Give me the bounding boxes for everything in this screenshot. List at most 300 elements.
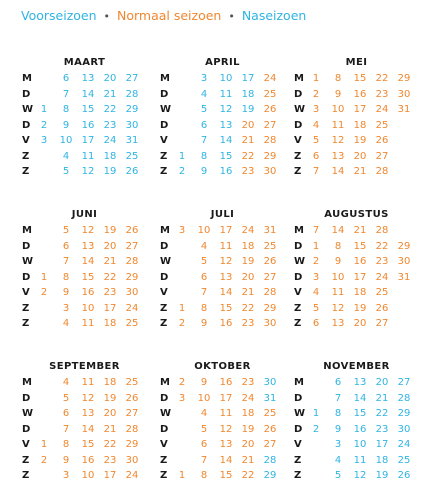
calendar-date: 9 (62, 454, 70, 466)
weekday-row (22, 439, 147, 453)
calendar-date: 29 (125, 271, 139, 283)
month-title: OKTOBER (194, 361, 251, 372)
calendar-date: 28 (375, 166, 389, 177)
calendar-date: 27 (375, 318, 389, 329)
calendar-date: 16 (219, 166, 233, 177)
calendar-date: 29 (263, 302, 277, 314)
calendar-date: 29 (125, 439, 139, 450)
weekday-label: V (294, 287, 302, 298)
calendar-date: 3 (62, 302, 70, 314)
calendar-date: 5 (200, 104, 208, 115)
weekday-label: Z (22, 302, 30, 314)
calendar-date: 28 (125, 88, 139, 100)
weekday-label: V (160, 135, 168, 146)
weekday-label: W (160, 408, 172, 419)
weekday-label: Z (294, 166, 302, 177)
calendar-date: 11 (219, 240, 233, 252)
calendar-date: 24 (263, 73, 277, 84)
calendar-date: 8 (334, 408, 342, 419)
weekday-row (160, 225, 285, 239)
calendar-date: 5 (62, 392, 70, 404)
calendar-date: 23 (241, 377, 255, 388)
calendar-date: 22 (103, 271, 117, 283)
weekday-row (160, 104, 285, 118)
calendar-date: 13 (81, 408, 95, 419)
calendar-date: 26 (375, 302, 389, 314)
calendar-date: 15 (81, 439, 95, 450)
calendar-date: 24 (241, 225, 255, 236)
weekday-label: M (22, 225, 32, 236)
calendar-date: 15 (353, 240, 367, 252)
calendar-date: 6 (312, 150, 320, 162)
month-title: SEPTEMBER (49, 361, 120, 372)
weekday-row (160, 318, 285, 332)
weekday-label: D (294, 423, 303, 435)
calendar-date: 9 (334, 88, 342, 100)
calendar-date: 30 (397, 423, 411, 435)
calendar-date: 11 (219, 408, 233, 419)
calendar-date: 10 (197, 392, 211, 404)
calendar-date: 3 (334, 439, 342, 450)
weekday-row (22, 104, 147, 118)
weekday-row (294, 424, 419, 438)
weekday-row (160, 166, 285, 180)
calendar-date: 30 (263, 377, 277, 388)
calendar-date: 23 (375, 423, 389, 435)
weekday-label: D (22, 423, 31, 435)
calendar-date: 24 (103, 135, 117, 146)
calendar-date: 27 (263, 119, 277, 131)
calendar-date: 10 (81, 470, 95, 481)
calendar-date: 16 (353, 423, 367, 435)
weekday-label: Z (294, 302, 302, 314)
calendar-date: 24 (375, 104, 389, 115)
weekday-row (160, 241, 285, 255)
calendar-date: 10 (59, 135, 73, 146)
calendar-date: 12 (81, 392, 95, 404)
calendar-date: 22 (103, 104, 117, 115)
calendar-date: 1 (312, 73, 320, 84)
weekday-row (160, 256, 285, 270)
calendar-date: 31 (125, 135, 139, 146)
calendar-date: 19 (103, 225, 117, 236)
calendar-date: 16 (81, 454, 95, 466)
calendar-date: 6 (200, 439, 208, 450)
calendar-date: 4 (200, 240, 208, 252)
weekday-label: D (22, 119, 31, 131)
weekday-row (294, 135, 419, 149)
calendar-date: 25 (125, 377, 139, 388)
calendar-date: 18 (241, 240, 255, 252)
calendar-date: 17 (219, 392, 233, 404)
calendar-date: 10 (81, 302, 95, 314)
calendar-date: 20 (241, 119, 255, 131)
calendar-date: 2 (178, 166, 186, 177)
calendar-date: 7 (62, 256, 70, 267)
weekday-label: Z (160, 166, 168, 177)
calendar-date: 7 (200, 454, 208, 466)
weekday-row (294, 256, 419, 270)
month-maart (22, 57, 147, 182)
calendar-date: 11 (331, 287, 345, 298)
calendar-date: 18 (103, 318, 117, 329)
calendar-date: 30 (397, 256, 411, 267)
calendar-date: 25 (375, 287, 389, 298)
calendar-date: 2 (40, 119, 48, 131)
weekday-row (294, 287, 419, 301)
calendar-date: 5 (200, 256, 208, 267)
weekday-row (294, 318, 419, 332)
calendar-date: 18 (241, 408, 255, 419)
month-title: APRIL (205, 57, 240, 68)
calendar-date: 7 (200, 135, 208, 146)
calendar-date: 20 (103, 73, 117, 84)
calendar-date: 14 (219, 287, 233, 298)
weekday-row (22, 225, 147, 239)
calendar-date: 17 (219, 225, 233, 236)
weekday-label: D (160, 423, 169, 435)
weekday-row (22, 73, 147, 87)
weekday-label: W (294, 256, 306, 267)
calendar-date: 2 (40, 287, 48, 298)
calendar-date: 26 (125, 392, 139, 404)
calendar-date: 9 (200, 377, 208, 388)
calendar-date: 17 (375, 439, 389, 450)
calendar-date: 1 (312, 408, 320, 419)
month-title: NOVEMBER (323, 361, 390, 372)
calendar-date: 9 (62, 119, 70, 131)
calendar-date: 21 (103, 423, 117, 435)
weekday-row (160, 287, 285, 301)
calendar-date: 23 (375, 256, 389, 267)
calendar-date: 30 (397, 88, 411, 100)
weekday-row (294, 225, 419, 239)
calendar-date: 30 (263, 166, 277, 177)
calendar-date: 24 (125, 470, 139, 481)
weekday-row (294, 439, 419, 453)
month-title: JUNI (71, 209, 98, 220)
calendar-date: 8 (62, 439, 70, 450)
weekday-row (294, 104, 419, 118)
month-title: AUGUSTUS (324, 209, 389, 220)
calendar-date: 22 (375, 408, 389, 419)
weekday-label: Z (160, 302, 168, 314)
calendar-date: 6 (312, 318, 320, 329)
calendar-date: 25 (125, 318, 139, 329)
calendar-date: 15 (353, 73, 367, 84)
calendar-date: 13 (81, 240, 95, 252)
calendar-date: 13 (331, 318, 345, 329)
calendar-date: 15 (219, 302, 233, 314)
calendar-date: 21 (375, 392, 389, 404)
calendar-date: 13 (353, 377, 367, 388)
calendar-date: 13 (219, 271, 233, 283)
weekday-label: Z (160, 454, 168, 466)
calendar-date: 17 (103, 470, 117, 481)
calendar-date: 16 (81, 119, 95, 131)
weekday-label: W (22, 104, 34, 115)
legend-separator: • (103, 10, 110, 23)
month-oktober (160, 361, 285, 486)
weekday-label: D (22, 240, 31, 252)
calendar-date: 2 (178, 318, 186, 329)
weekday-label: Z (22, 318, 30, 329)
calendar-date: 1 (178, 150, 186, 162)
calendar-date: 10 (353, 439, 367, 450)
calendar-date: 23 (241, 318, 255, 329)
calendar-date: 27 (125, 73, 139, 84)
calendar-date: 14 (81, 256, 95, 267)
weekday-label: W (22, 408, 34, 419)
calendar-date: 12 (219, 423, 233, 435)
calendar-date: 3 (312, 104, 320, 115)
calendar-date: 27 (263, 271, 277, 283)
calendar-date: 20 (103, 408, 117, 419)
weekday-row (22, 318, 147, 332)
calendar-date: 2 (312, 256, 320, 267)
calendar-date: 28 (263, 454, 277, 466)
calendar-date: 1 (312, 240, 320, 252)
weekday-label: D (160, 240, 169, 252)
calendar-date: 12 (81, 166, 95, 177)
calendar-date: 16 (219, 377, 233, 388)
calendar-date: 22 (241, 150, 255, 162)
month-title: MEI (345, 57, 368, 68)
calendar-date: 14 (219, 454, 233, 466)
legend-naseizoen: Naseizoen (241, 8, 307, 23)
calendar-date: 19 (103, 392, 117, 404)
calendar-date: 21 (103, 256, 117, 267)
weekday-row (294, 89, 419, 103)
calendar-date: 1 (40, 271, 48, 283)
calendar-date: 2 (312, 88, 320, 100)
calendar-date: 11 (81, 150, 95, 162)
month-juni (22, 209, 147, 334)
calendar-date: 1 (40, 439, 48, 450)
month-augustus (294, 209, 419, 334)
calendar-date: 30 (125, 287, 139, 298)
weekday-row (294, 303, 419, 317)
weekday-label: W (294, 104, 306, 115)
calendar-date: 18 (375, 454, 389, 466)
calendar-date: 30 (125, 119, 139, 131)
calendar-date: 20 (353, 318, 367, 329)
calendar-date: 15 (219, 150, 233, 162)
calendar-date: 22 (375, 73, 389, 84)
weekday-label: M (22, 377, 32, 388)
weekday-label: W (160, 256, 172, 267)
calendar-date: 9 (200, 166, 208, 177)
month-september (22, 361, 147, 486)
legend-normaal-seizoen: Normaal seizoen (116, 8, 222, 23)
weekday-row (294, 455, 419, 469)
calendar-date: 30 (125, 454, 139, 466)
calendar-date: 30 (263, 318, 277, 329)
calendar-date: 21 (241, 454, 255, 466)
calendar-date: 5 (334, 470, 342, 481)
calendar-date: 18 (103, 150, 117, 162)
weekday-label: W (22, 256, 34, 267)
calendar-date: 13 (331, 150, 345, 162)
calendar-date: 7 (334, 392, 342, 404)
calendar-date: 23 (241, 166, 255, 177)
calendar-date: 11 (353, 454, 367, 466)
calendar-date: 8 (200, 150, 208, 162)
calendar-date: 2 (312, 423, 320, 435)
calendar-date: 24 (125, 302, 139, 314)
calendar-date: 27 (375, 150, 389, 162)
calendar-date: 18 (103, 377, 117, 388)
calendar-date: 18 (353, 119, 367, 131)
weekday-label: M (160, 225, 170, 236)
calendar-date: 1 (178, 302, 186, 314)
weekday-label: Z (160, 318, 168, 329)
calendar-date: 17 (241, 73, 255, 84)
weekday-row (22, 135, 147, 149)
weekday-label: D (294, 240, 303, 252)
weekday-row (160, 120, 285, 134)
calendar-date: 3 (178, 392, 186, 404)
legend-separator: • (228, 10, 235, 23)
calendar-date: 4 (62, 377, 70, 388)
calendar-date: 20 (241, 439, 255, 450)
calendar-date: 4 (334, 454, 342, 466)
calendar-date: 8 (334, 73, 342, 84)
weekday-row (160, 408, 285, 422)
calendar-date: 29 (263, 150, 277, 162)
calendar-date: 4 (200, 408, 208, 419)
weekday-row (160, 73, 285, 87)
calendar-date: 21 (353, 225, 367, 236)
calendar-date: 9 (334, 423, 342, 435)
calendar-date: 17 (353, 104, 367, 115)
calendar-date: 24 (375, 271, 389, 283)
weekday-row (160, 424, 285, 438)
calendar-date: 10 (331, 271, 345, 283)
weekday-label: Z (294, 454, 302, 466)
calendar-date: 11 (331, 119, 345, 131)
calendar-date: 10 (331, 104, 345, 115)
weekday-label: V (22, 287, 30, 298)
weekday-row (160, 393, 285, 407)
weekday-label: M (294, 73, 304, 84)
calendar-date: 21 (353, 166, 367, 177)
weekday-label: D (160, 392, 169, 404)
weekday-label: Z (22, 166, 30, 177)
calendar-date: 14 (219, 135, 233, 146)
weekday-row (22, 377, 147, 391)
weekday-label: V (22, 439, 30, 450)
calendar-date: 26 (263, 423, 277, 435)
weekday-row (22, 424, 147, 438)
calendar-date: 8 (200, 470, 208, 481)
weekday-label: M (294, 225, 304, 236)
calendar-date: 12 (331, 302, 345, 314)
calendar-date: 5 (200, 423, 208, 435)
weekday-label: D (22, 392, 31, 404)
calendar-date: 31 (263, 225, 277, 236)
weekday-row (22, 470, 147, 484)
calendar-date: 9 (200, 318, 208, 329)
calendar-date: 2 (178, 377, 186, 388)
calendar-date: 26 (263, 256, 277, 267)
calendar-date: 12 (331, 135, 345, 146)
calendar-date: 28 (375, 225, 389, 236)
weekday-row (22, 303, 147, 317)
weekday-row (22, 256, 147, 270)
season-legend (21, 8, 306, 23)
calendar-date: 26 (263, 104, 277, 115)
calendar-date: 9 (334, 256, 342, 267)
weekday-row (160, 151, 285, 165)
calendar-date: 14 (331, 166, 345, 177)
calendar-date: 29 (263, 470, 277, 481)
calendar-date: 29 (397, 240, 411, 252)
calendar-date: 4 (312, 119, 320, 131)
calendar-date: 5 (62, 225, 70, 236)
weekday-label: M (22, 73, 32, 84)
calendar-date: 26 (397, 470, 411, 481)
calendar-date: 6 (200, 271, 208, 283)
calendar-date: 3 (200, 73, 208, 84)
calendar-date: 26 (125, 225, 139, 236)
calendar-date: 16 (353, 256, 367, 267)
month-november (294, 361, 419, 486)
month-mei (294, 57, 419, 182)
calendar-date: 8 (200, 302, 208, 314)
weekday-label: Z (294, 470, 302, 481)
calendar-date: 24 (397, 439, 411, 450)
weekday-row (160, 135, 285, 149)
weekday-label: D (22, 88, 31, 100)
weekday-label: M (160, 73, 170, 84)
calendar-date: 23 (103, 119, 117, 131)
weekday-label: V (160, 439, 168, 450)
calendar-date: 5 (312, 135, 320, 146)
calendar-date: 5 (62, 166, 70, 177)
calendar-date: 6 (62, 73, 70, 84)
month-april (160, 57, 285, 182)
calendar-date: 28 (125, 423, 139, 435)
calendar-date: 29 (125, 104, 139, 115)
weekday-row (294, 241, 419, 255)
calendar-date: 31 (397, 104, 411, 115)
weekday-row (160, 89, 285, 103)
calendar-date: 21 (241, 287, 255, 298)
calendar-date: 15 (81, 104, 95, 115)
calendar-date: 14 (353, 392, 367, 404)
calendar-date: 13 (81, 73, 95, 84)
calendar-date: 14 (81, 88, 95, 100)
calendar-date: 22 (375, 240, 389, 252)
weekday-row (22, 455, 147, 469)
calendar-date: 7 (312, 225, 320, 236)
calendar-date: 29 (397, 408, 411, 419)
calendar-date: 14 (331, 225, 345, 236)
calendar-date: 19 (241, 256, 255, 267)
calendar-date: 20 (103, 240, 117, 252)
calendar-date: 10 (197, 225, 211, 236)
calendar-date: 27 (263, 439, 277, 450)
calendar-date: 5 (312, 302, 320, 314)
calendar-date: 28 (125, 256, 139, 267)
weekday-row (294, 470, 419, 484)
calendar-date: 10 (219, 73, 233, 84)
calendar-date: 14 (81, 423, 95, 435)
calendar-date: 25 (375, 119, 389, 131)
calendar-date: 12 (219, 104, 233, 115)
calendar-date: 19 (241, 104, 255, 115)
